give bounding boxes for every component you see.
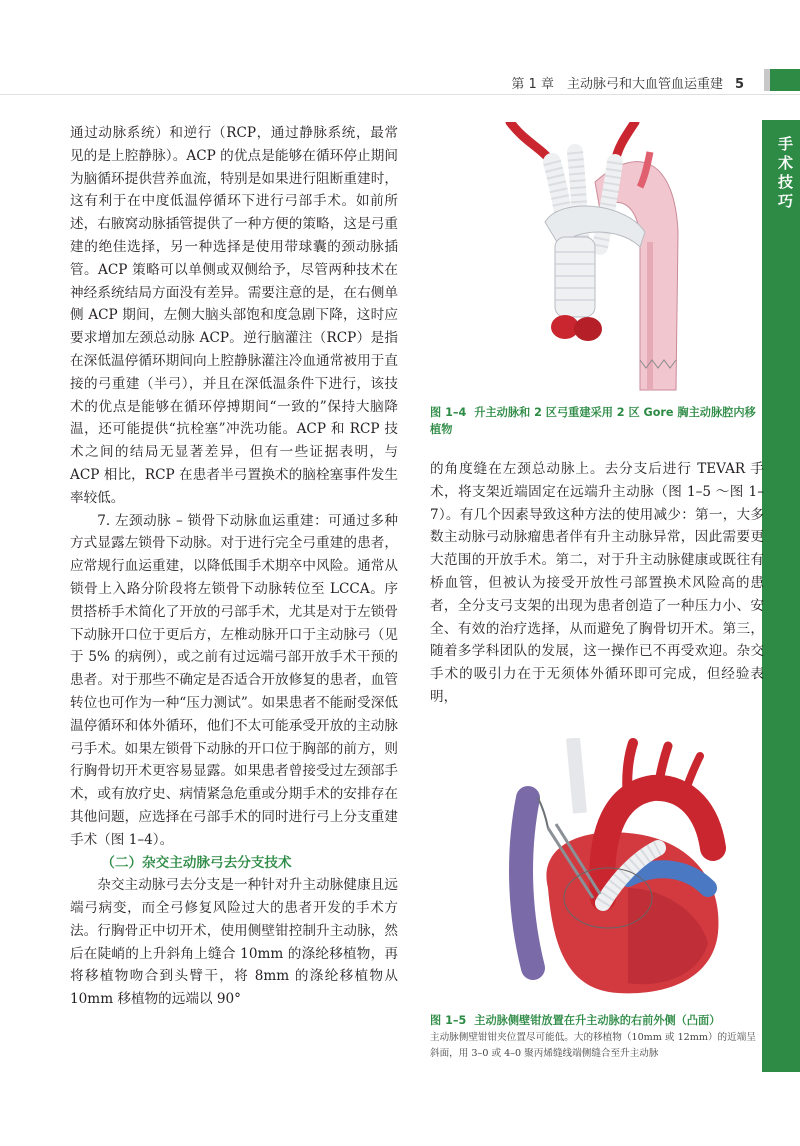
page-number: 5 [734,77,744,92]
figure-1-4-caption [430,404,764,438]
figure-1-4-illustration [500,122,710,392]
left-paragraph-2: 7. 左颈动脉 – 锁骨下动脉血运重建：可通过多种方式显露左锁骨下动脉。对于进行完全弓重建的患者，应常规行血运重建，以降低围手术期卒中风险。通常从锁骨上入路分阶段将左锁骨下动脉转位至 LCCA。序贯搭桥手术简化了开放的弓部手术，尤其是对于左锁骨下动脉开口位于更后方，左椎动脉开口于主动脉弓（见于 5% 的病例），或之前有过远端弓部开放手术干预的患者。对于那些不确定是否适合开放修复的患者，血管转位也可作为一种“压力测试”。如果患者不能耐受深低温停循环和体外循环，他们不太可能承受开放的主动脉弓手术。如果左锁骨下动脉的开口位于胸部的前方，则行胸骨切开术更容易显露。如果患者曾接受过左颈部手术，或有放疗史、病情紧急危重或分期手术的安排存在其他问题，应选择在弓部手术的同时进行弓上分支重建手术（图 1–4）。 [70,512,398,848]
running-header [511,73,744,92]
left-paragraph-1: 通过动脉系统）和逆行（RCP，通过静脉系统，最常见的是上腔静脉）。ACP 的优点是能够在循环停止期间为脑循环提供营养血流，特别是如果进行阻断重建时，这有利于在中度低温停循环下进行弓部手术。如前所述，右腋窝动脉插管提供了一种方便的策略，这是弓重建的绝佳选择，另一种选择是使用带球囊的颈动脉插管。ACP 策略可以单侧或双侧给予，尽管两种技术在神经系统结局方面没有差异。需要注意的是，在右侧单侧 ACP 期间，左侧大脑头部饱和度急剧下降，这时应要求增加左颈总动脉 ACP。逆行脑灌注（RCP）是指在深低温停循环期间向上腔静脉灌注冷血通常被用于直接的弓重建（半弓），并且在深低温条件下进行，该技术的优点是能够在循环停搏期间“一致的”保持大脑降温，还可能提供“抗栓塞”冲洗功能。ACP 和 RCP 技术之间的结局无显著差异，但有一些证据表明，与 ACP 相比，RCP 在患者半弓置换术的脑栓塞事件发生率较低。 [70,125,398,506]
right-column [430,458,764,709]
header-edge-green [770,69,800,91]
figure-1-5-number: 图 1–5 [430,1014,467,1027]
figure-1-5-title: 主动脉侧壁钳放置在升主动脉的右前外侧（凸面） [474,1014,721,1027]
figure-1-5-note: 主动脉侧壁钳钳夹位置尽可能低。大的移植物（10mm 或 12mm）的近端呈斜面，用 3–0 或 4–0 聚丙烯缝线端侧缝合至升主动脉 [430,1032,756,1059]
side-tab-label: 手术技巧 [776,136,794,212]
left-paragraph-3: 杂交主动脉弓去分支是一种针对升主动脉健康且远端弓病变，而全弓修复风险过大的患者开发的手术方法。行胸骨正中切开术，使用侧壁钳控制升主动脉，然后在陡峭的上升斜角上缝合 10mm 的涤纶移植物，再将移植物吻合到头臂干，将 8mm 的涤纶移植物从 10mm 移植物的远端以 90° [70,877,398,1008]
figure-1-4-title: 升主动脉和 2 区弓重建采用 2 区 Gore 胸主动脉腔内移植物 [430,406,756,436]
section-subheading: （二）杂交主动脉弓去分支技术 [101,854,292,871]
right-paragraph-1: 的角度缝在左颈总动脉上。去分支后进行 TEVAR 手术，将支架近端固定在远端升主动脉（图 1–5 ～图 1–7）。有几个因素导致这种方法的使用减少：第一，大多数主动脉弓动脉瘤患者伴有升主动脉异常，因此需要更大范围的开放手术。第二，对于升主动脉健康或既往有桥血管，但被认为接受开放性弓部置换术风险高的患者，全分支弓支架的出现为患者创造了一种压力小、安全、有效的治疗选择，从而避免了胸骨切开术。第三，随着多学科团队的发展，这一操作已不再受欢迎。杂交手术的吸引力在于无须体外循环即可完成，但经验表明， [430,461,764,705]
side-section-tab [762,120,800,1072]
figure-1-4-number: 图 1–4 [430,406,467,419]
figure-1-5-illustration [508,738,748,996]
chapter-title: 第 1 章 主动脉弓和大血管血运重建 [511,77,723,92]
left-column [70,122,398,1011]
figure-1-5-caption [430,1012,764,1029]
header-rule [0,94,800,95]
